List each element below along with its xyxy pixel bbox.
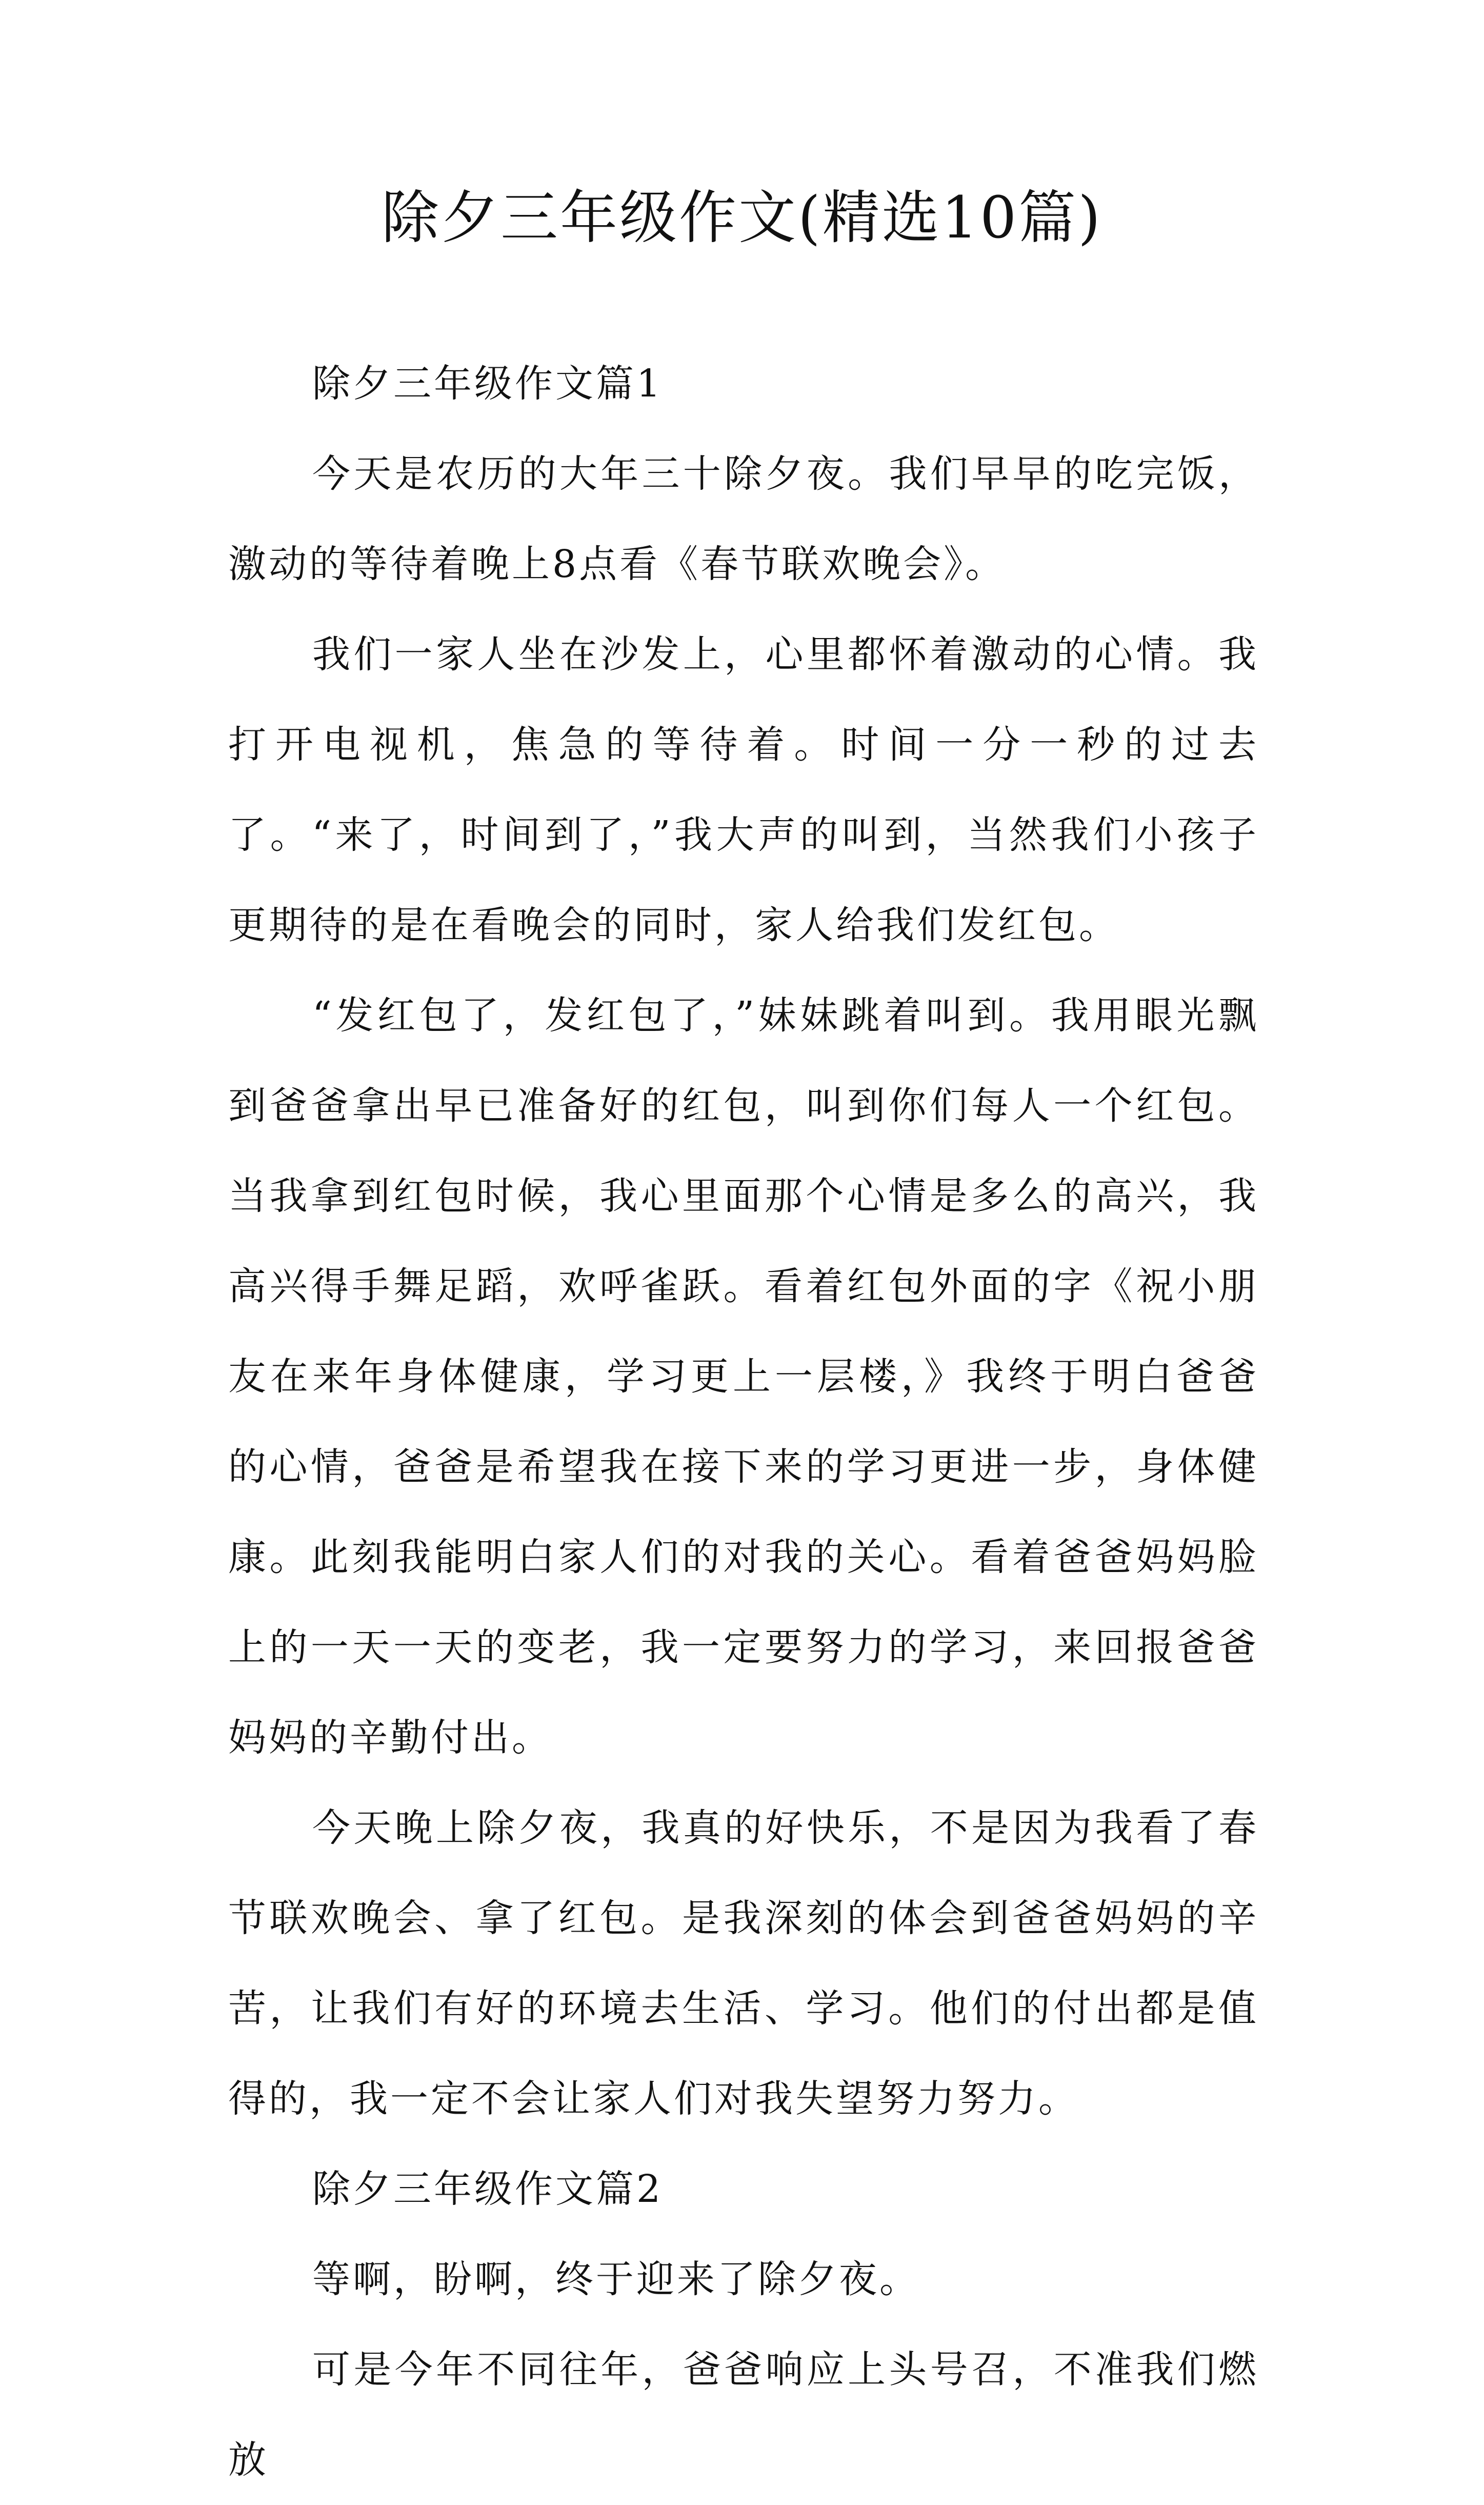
paragraph: 我们一家人坐在沙发上，心里都怀着激动的心情。我打开电视机，焦急的等待着。时间一分一秒的过去了。“来了，时间到了，”我大声的叫到，当然我们小孩子更期待的是在看晚会的同时，家人给我们发红包。 (228, 632, 1259, 947)
section-heading-2: 除夕三年级作文篇2 (312, 2167, 664, 2211)
paragraph: 等啊，盼啊，终于迎来了除夕夜。 (312, 2257, 920, 2301)
paragraph: 可是今年不同往年，爸爸响应上头号召，不准我们燃放 (228, 2348, 1259, 2482)
paragraph: 今天晚上除夕夜，我真的好快乐，不是因为我看了春节联欢晚会、拿了红包。是我深刻的体会到爸爸妈妈的辛苦，让我们有好的环境去生活、学习。他们的付出都是值得的，我一定不会让家人们对我失望努力努力。 (228, 1806, 1259, 2121)
document-title: 除夕三年级作文(精选10篇) (382, 185, 1102, 251)
paragraph: 今天是农历的大年三十除夕夜。我们早早的吃完饭，激动的等待着晚上8点看《春节联欢晚会》。 (228, 452, 1259, 586)
section-heading-1: 除夕三年级作文篇1 (312, 362, 664, 406)
paragraph: “发红包了，发红包了，”妹妹跳着叫到。我用眼光飘到爸爸拿出早已准备好的红包，叫到你们每人一个红包。当我拿到红包时候，我心里面那个心情是多么的高兴，我高兴得手舞足蹈，欢呼雀跃。看着红包外面的字《祝小朋友在来年身体健康，学习更上一层楼，》我终于明白爸爸的心情，爸爸是希望我在接下来的学习更进一步，身体健康。此刻我能明白家人们的对我的关心。看着爸爸妈妈脸上的一天一天的变老，我一定要努力的学习，来回报爸爸妈妈的辛勤付出。 (228, 993, 1259, 1760)
document-body (228, 339, 1259, 2505)
